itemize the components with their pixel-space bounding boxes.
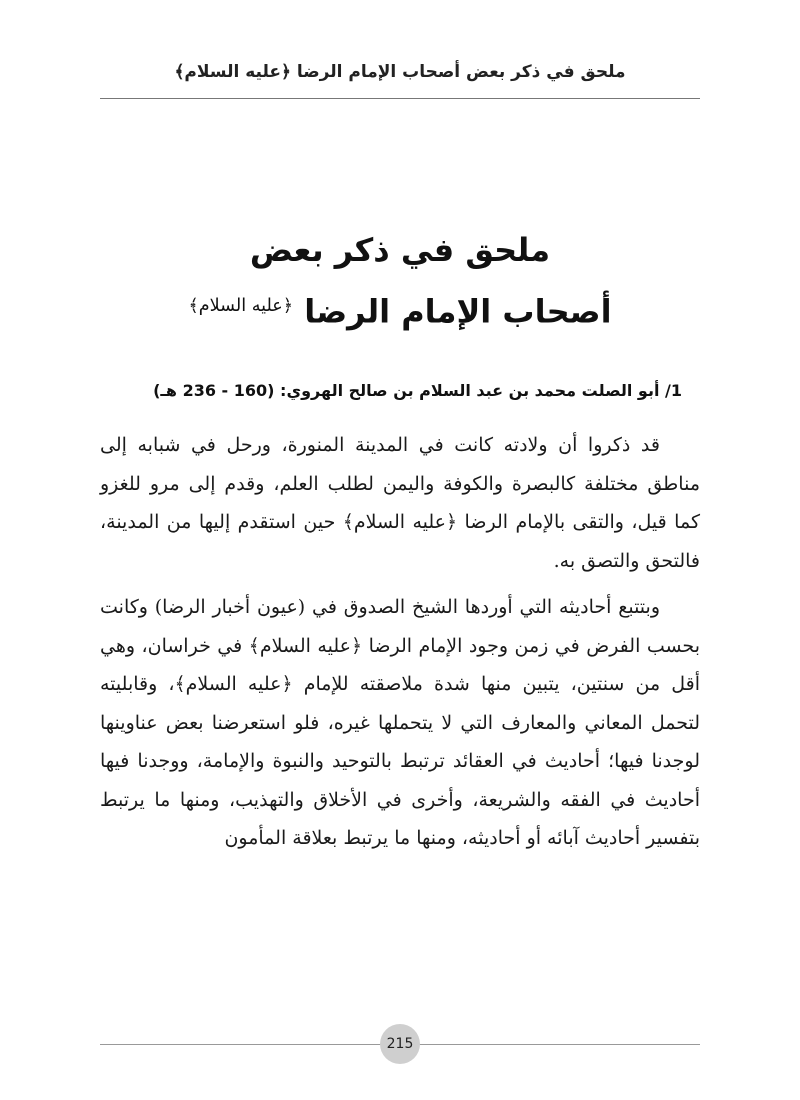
honorific-mark: ﴿عليه السلام﴾ (188, 296, 294, 316)
chapter-title-line-2-text: أصحاب الإمام الرضا (304, 292, 612, 331)
paragraph-1: قد ذكروا أن ولادته كانت في المدينة المنورة، ورحل في شبابه إلى مناطق مختلفة كالبصرة والكوفة واليمن لطلب العلم، وقدم إلى مرو للغزو كما قيل، والتقى بالإمام الرضا ﴿عليه السلام﴾ حين استقدم إليها من المدينة، فالتحق والتصق به. (100, 434, 700, 572)
page-footer (100, 1024, 700, 1064)
header-divider (100, 98, 700, 99)
running-header: ملحق في ذكر بعض أصحاب الإمام الرضا ﴿عليه السلام﴾ (174, 62, 626, 82)
page-number: 215 (380, 1024, 420, 1064)
body-text (100, 426, 700, 858)
paragraph-2: وبتتبع أحاديثه التي أوردها الشيخ الصدوق في (عيون أخبار الرضا) وكانت بحسب الفرض في زمن وجود الإمام الرضا ﴿عليه السلام﴾ في خراسان، وهي أقل من سنتين، يتبين منها شدة ملاصقته للإمام ﴿عليه السلام﴾، وقابليته لتحمل المعاني والمعارف التي لا يتحملها غيره، فلو استعرضنا بعض عناوينها لوجدنا فيها؛ أحاديث في العقائد ترتبط بالتوحيد والنبوة والإمامة، ووجدنا فيها أحاديث في الفقه والشريعة، وأخرى في الأخلاق والتهذيب، ومنها ما يرتبط بتفسير أحاديث آبائه أو أحاديثه، ومنها ما يرتبط بعلاقة المأمون (100, 596, 700, 849)
section-heading: 1/ أبو الصلت محمد بن عبد السلام بن صالح الهروي: (160 - 236 هـ) (153, 381, 682, 400)
chapter-title-line-1: ملحق في ذكر بعض (249, 231, 551, 269)
chapter-title (100, 222, 700, 340)
chapter-title-line-2 (100, 278, 700, 340)
